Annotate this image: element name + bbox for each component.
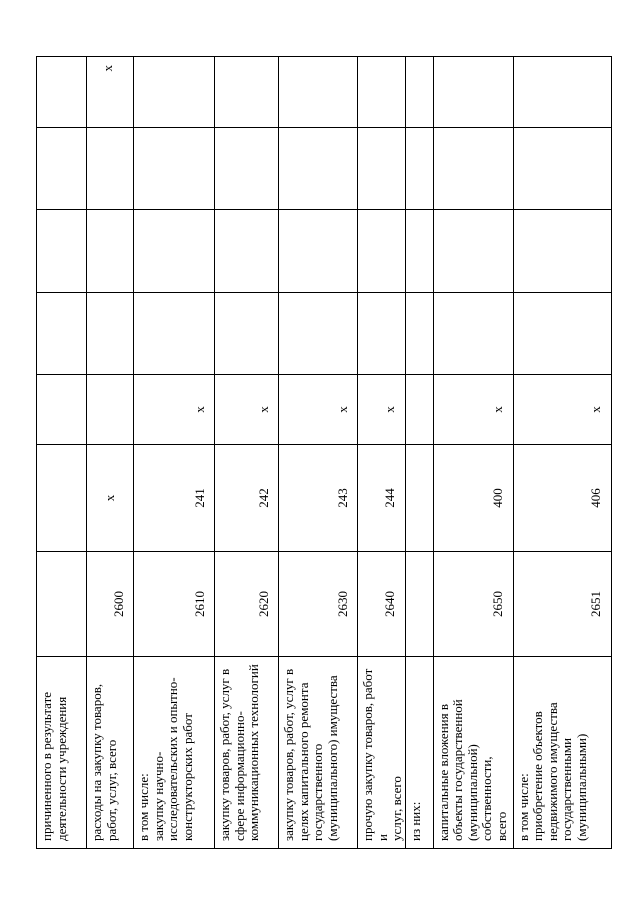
row-code-cell: [134, 552, 215, 657]
row-kbk-cell: [358, 445, 406, 552]
value-1: [79, 375, 86, 444]
row-code: 2650: [490, 591, 505, 617]
value-cell: [215, 293, 279, 375]
value-cell: [433, 293, 513, 375]
row-kbk: [79, 445, 86, 551]
value-1: x: [588, 406, 603, 413]
value-cell: [405, 293, 433, 375]
row-code-cell: [279, 552, 358, 657]
row-code-cell: [87, 552, 134, 657]
value-1: [426, 375, 433, 444]
row-code-cell: [513, 552, 611, 657]
table-row: [215, 57, 279, 849]
value-1: x: [382, 406, 397, 413]
value-cell: [279, 293, 358, 375]
table-row: [513, 57, 611, 849]
row-kbk: x: [101, 494, 117, 502]
value-5: [426, 57, 433, 127]
row-name: в том числе: приобретение объектов недвижимого имущества государственными (муниципальными): [515, 702, 589, 841]
value-4: [506, 128, 513, 209]
value-cell: [87, 57, 134, 128]
value-cell: [279, 375, 358, 445]
row-name: из них:: [407, 801, 423, 841]
value-cell: [433, 210, 513, 293]
value-cell: [358, 375, 406, 445]
row-name-cell: [405, 657, 433, 849]
value-5: [604, 57, 611, 127]
value-cell: [37, 375, 87, 445]
value-cell: [433, 57, 513, 128]
value-2: [126, 293, 133, 374]
row-name-cell: [513, 657, 611, 849]
row-kbk-cell: [279, 445, 358, 552]
value-cell: [405, 57, 433, 128]
value-4: [207, 128, 214, 209]
row-kbk-cell: [87, 445, 134, 552]
value-3: [398, 210, 405, 292]
value-4: [604, 128, 611, 209]
row-kbk: 243: [334, 488, 350, 508]
row-code-cell: [37, 552, 87, 657]
value-cell: [87, 210, 134, 293]
row-name: прочую закупку товаров, работ и услуг, всего: [360, 668, 404, 841]
value-1: x: [490, 406, 505, 413]
value-3: [126, 210, 133, 292]
row-code: 2640: [382, 591, 397, 617]
value-cell: [87, 293, 134, 375]
value-cell: [134, 210, 215, 293]
row-code: [426, 552, 433, 656]
row-name: в том числе: закупку научно- исследовательских и опытно- конструкторских работ: [136, 677, 195, 841]
table-row: [358, 57, 406, 849]
row-kbk-cell: [513, 445, 611, 552]
value-cell: [405, 375, 433, 445]
value-cell: [279, 57, 358, 128]
table-row: [37, 57, 87, 849]
row-code: 2610: [191, 591, 207, 617]
row-name-cell: [87, 657, 134, 849]
row-kbk: 241: [191, 488, 207, 508]
row-name: закупку товаров, работ, услуг в сфере информационно- коммуникационных технологий: [217, 664, 261, 841]
row-kbk-cell: [37, 445, 87, 552]
value-5: [506, 57, 513, 127]
value-cell: [513, 128, 611, 210]
value-cell: [358, 128, 406, 210]
value-2: [207, 293, 214, 374]
value-2: [398, 293, 405, 374]
value-4: [79, 128, 86, 209]
row-kbk-cell: [134, 445, 215, 552]
table-row: [134, 57, 215, 849]
row-code: 2630: [334, 591, 350, 617]
value-2: [79, 293, 86, 374]
value-cell: [134, 375, 215, 445]
value-2: [604, 293, 611, 374]
value-cell: [215, 375, 279, 445]
value-5: [79, 57, 86, 127]
value-1: x: [255, 406, 271, 413]
row-kbk: 400: [490, 488, 505, 508]
value-1: x: [191, 406, 207, 413]
row-name-cell: [279, 657, 358, 849]
table-row: [405, 57, 433, 849]
value-cell: [37, 293, 87, 375]
value-cell: [134, 57, 215, 128]
value-5: [271, 57, 278, 127]
value-cell: [215, 128, 279, 210]
value-cell: [358, 293, 406, 375]
value-3: [350, 210, 357, 292]
row-name: расходы на закупку товаров, работ, услуг, всего: [89, 683, 119, 841]
value-4: [426, 128, 433, 209]
row-kbk: 244: [382, 488, 397, 508]
row-code-cell: [433, 552, 513, 657]
value-3: [207, 210, 214, 292]
value-4: [350, 128, 357, 209]
row-name-cell: [433, 657, 513, 849]
value-cell: [37, 128, 87, 210]
value-3: [426, 210, 433, 292]
value-2: [506, 293, 513, 374]
value-cell: [215, 210, 279, 293]
expenses-table: [36, 56, 612, 849]
value-cell: [358, 57, 406, 128]
row-code-cell: [215, 552, 279, 657]
value-cell: [405, 210, 433, 293]
value-5: x: [100, 65, 115, 72]
value-2: [426, 293, 433, 374]
row-code: 2600: [110, 591, 126, 617]
row-code: [79, 552, 86, 656]
value-cell: [134, 293, 215, 375]
value-5: [350, 57, 357, 127]
row-code-cell: [358, 552, 406, 657]
row-kbk-cell: [215, 445, 279, 552]
row-kbk-cell: [405, 445, 433, 552]
value-3: [604, 210, 611, 292]
value-cell: [87, 128, 134, 210]
table-row: [433, 57, 513, 849]
value-cell: [513, 293, 611, 375]
row-name-cell: [358, 657, 406, 849]
row-name: причиненного в результате деятельности учреждения: [39, 691, 69, 841]
value-cell: [87, 375, 134, 445]
value-cell: [513, 375, 611, 445]
value-cell: [513, 57, 611, 128]
value-5: [398, 57, 405, 127]
row-code-cell: [405, 552, 433, 657]
value-2: [271, 293, 278, 374]
table-row: [279, 57, 358, 849]
value-2: [350, 293, 357, 374]
value-cell: [279, 210, 358, 293]
value-4: [398, 128, 405, 209]
row-name-cell: [215, 657, 279, 849]
value-cell: [513, 210, 611, 293]
value-1: x: [334, 406, 350, 413]
value-4: [126, 128, 133, 209]
row-code: 2620: [255, 591, 271, 617]
row-kbk-cell: [433, 445, 513, 552]
value-cell: [37, 210, 87, 293]
value-cell: [358, 210, 406, 293]
row-name-cell: [134, 657, 215, 849]
value-cell: [215, 57, 279, 128]
value-3: [506, 210, 513, 292]
value-cell: [405, 128, 433, 210]
table-row: [87, 57, 134, 849]
value-1: [126, 375, 133, 444]
row-kbk: 242: [255, 488, 271, 508]
row-kbk: [426, 445, 433, 551]
value-cell: [433, 375, 513, 445]
row-name: капитальные вложения в объекты государственной (муниципальной) собственности, всего: [435, 699, 509, 841]
value-cell: [37, 57, 87, 128]
value-4: [271, 128, 278, 209]
value-cell: [279, 128, 358, 210]
value-cell: [433, 128, 513, 210]
value-3: [79, 210, 86, 292]
value-5: [207, 57, 214, 127]
row-kbk: 406: [588, 488, 603, 508]
row-code: 2651: [588, 591, 603, 617]
row-name: закупку товаров, работ, услуг в целях капитального ремонта государственного (муниципального) имущества: [281, 668, 340, 841]
row-name-cell: [37, 657, 87, 849]
value-3: [271, 210, 278, 292]
value-cell: [134, 128, 215, 210]
